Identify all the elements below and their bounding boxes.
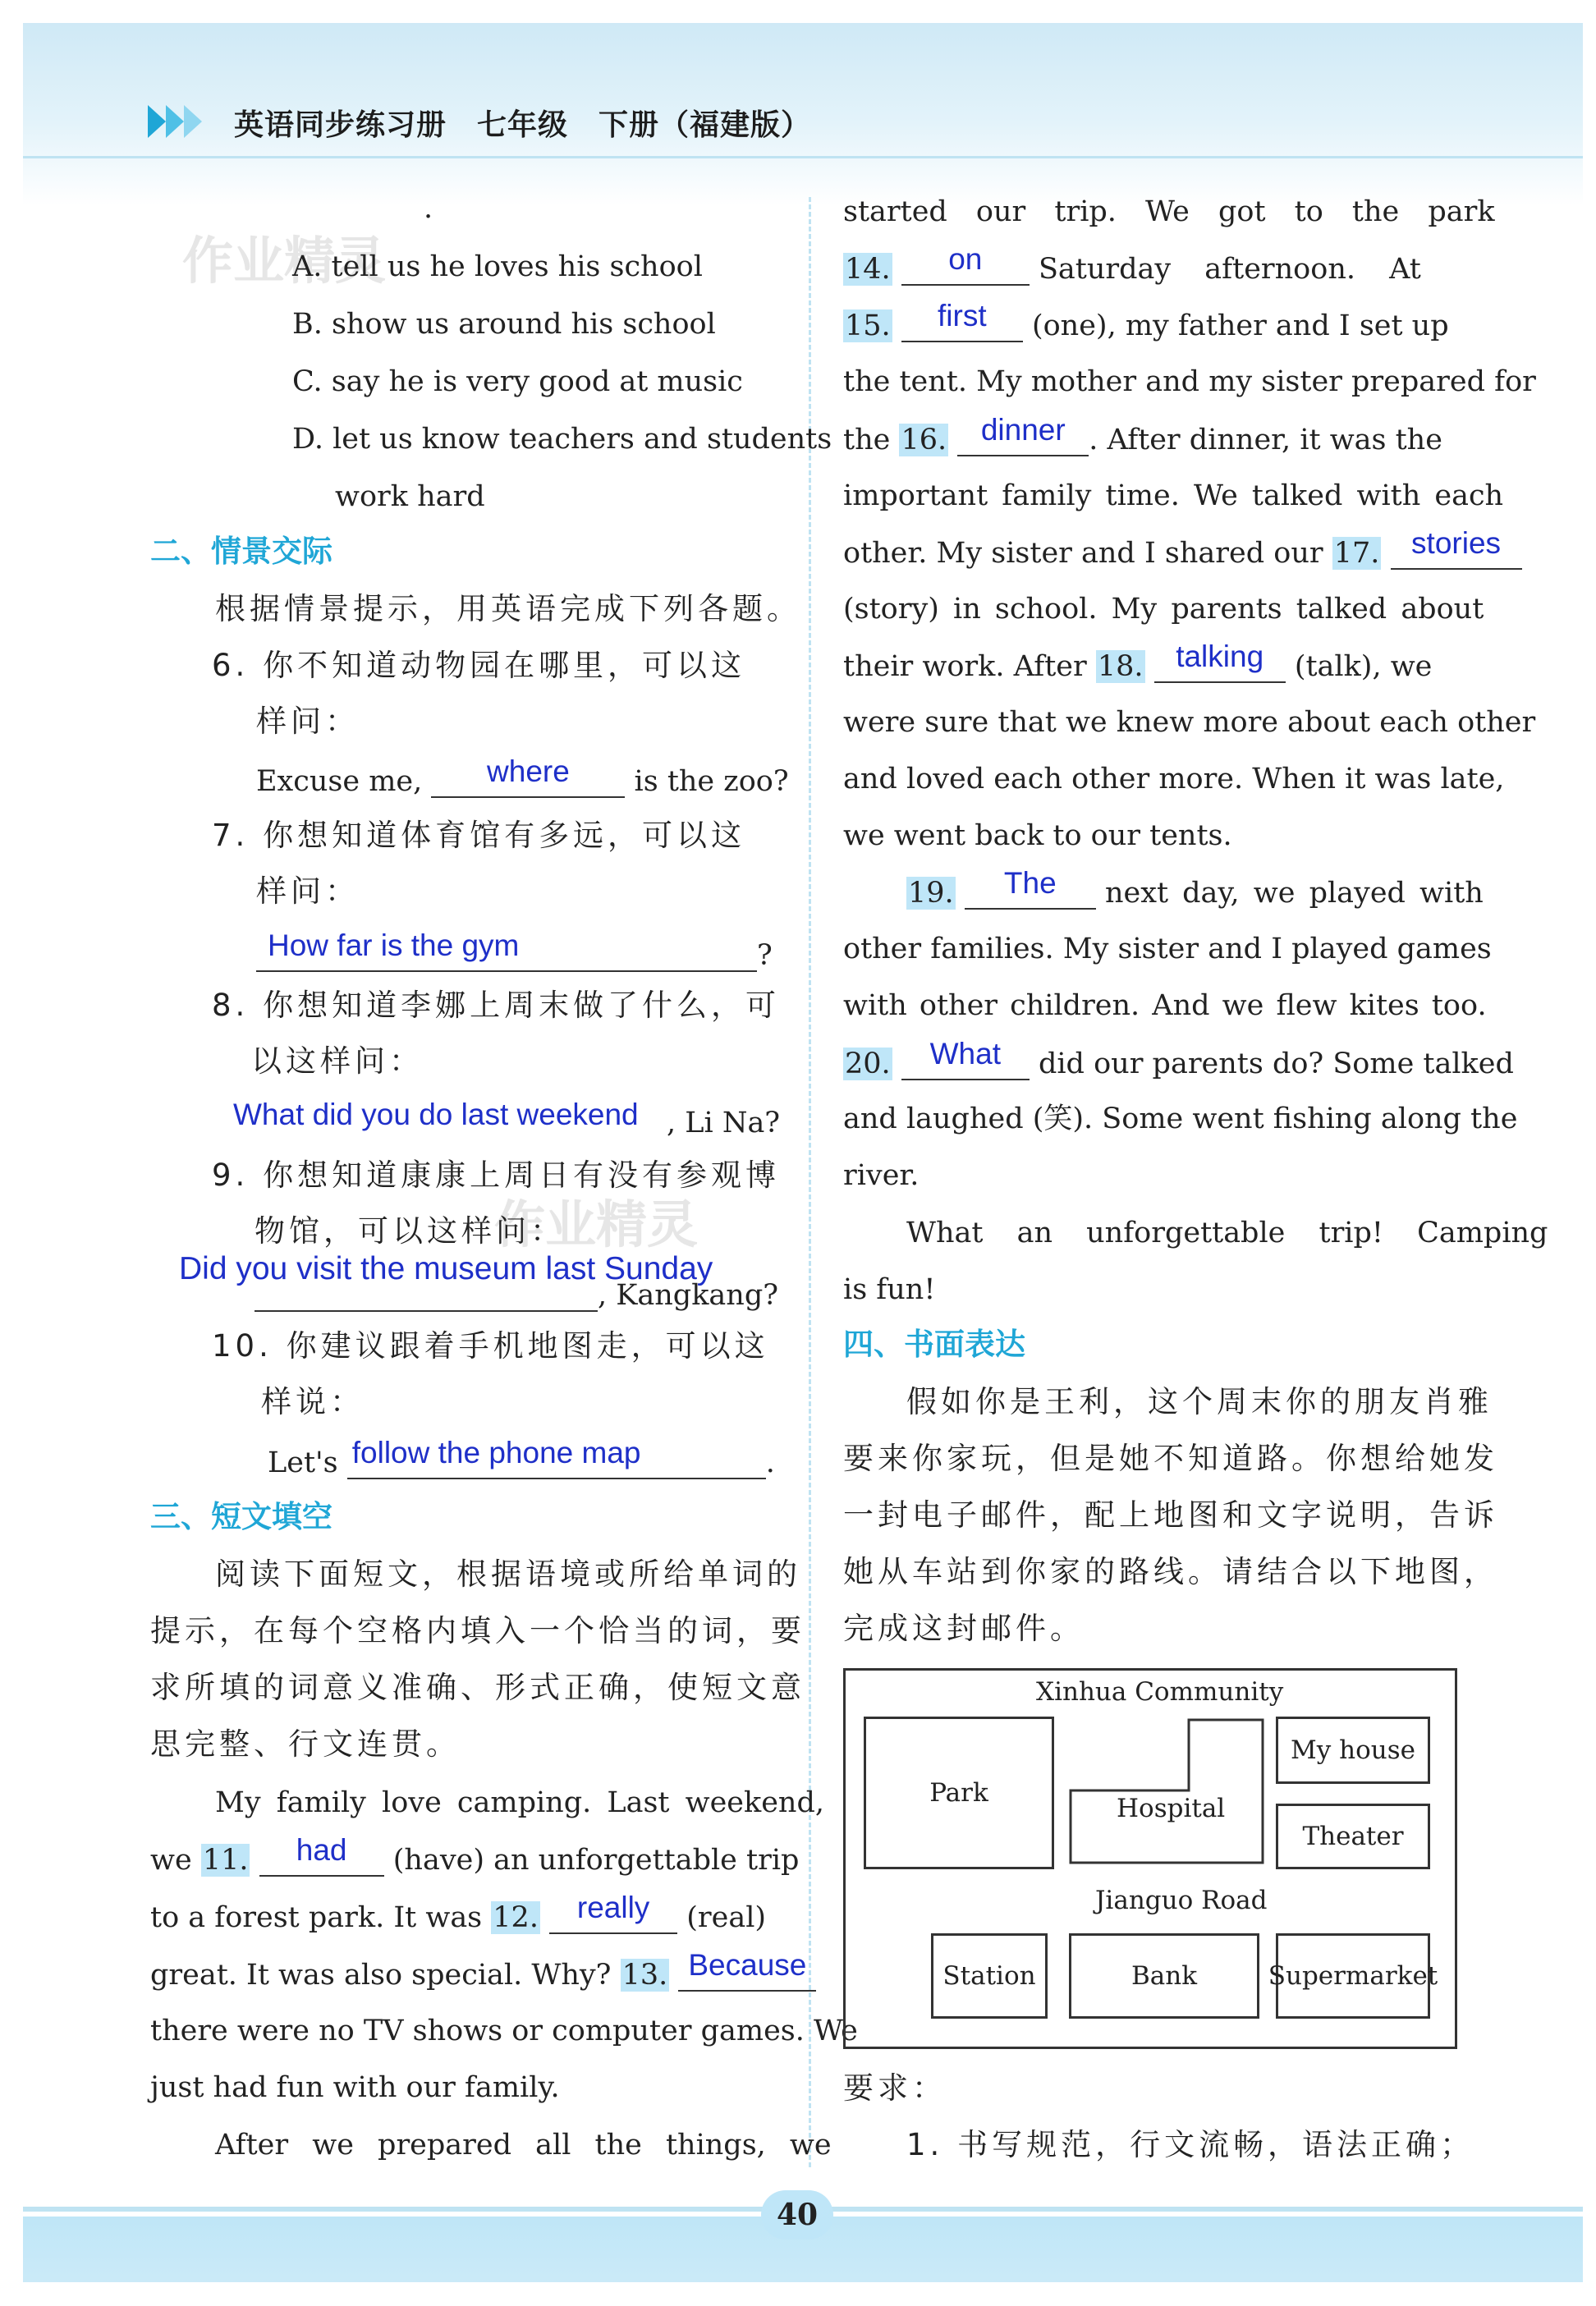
q10-prompt-cont: 样说：	[261, 1384, 365, 1419]
q8-answer: What did you do last weekend	[233, 1098, 639, 1131]
passage-line: What an unforgettable trip! Camping	[906, 1217, 1548, 1249]
q10-answer: follow the phone map	[351, 1436, 641, 1469]
q7-post: ?	[757, 939, 773, 972]
passage-line: were sure that we knew more about each other	[843, 706, 1536, 739]
blank-number-16: 16.	[901, 424, 947, 456]
passage-line	[906, 866, 1484, 910]
map-supermarket	[1268, 1933, 1438, 2019]
section-2-title: 二、情景交际	[150, 534, 332, 569]
section-4-text-1: 假如你是王利，这个周末你的朋友肖雅	[906, 1384, 1493, 1419]
map-theater-label: Theater	[1302, 1822, 1404, 1851]
passage-line	[843, 413, 1442, 456]
passage-text: did our parents do? Some talked	[1038, 1048, 1514, 1080]
passage-text: their work. After	[843, 650, 1087, 683]
q6-blank[interactable]	[431, 754, 625, 798]
blank-number-17: 17.	[1333, 537, 1380, 570]
q5-option-d-cont: work hard	[335, 480, 485, 513]
blank-number-14: 14.	[845, 253, 891, 286]
answer-15: first	[938, 299, 987, 332]
blank-14[interactable]	[901, 242, 1030, 286]
section-4-text-2: 要来你家玩，但是她不知道路。你想给她发	[843, 1441, 1498, 1476]
q10-blank[interactable]	[347, 1436, 766, 1479]
blank-13[interactable]	[678, 1948, 816, 1992]
passage-line	[150, 1891, 767, 1934]
blank-20[interactable]	[901, 1037, 1030, 1080]
blank-16[interactable]	[957, 413, 1089, 456]
passage-line: started our trip. We got to the park	[843, 195, 1495, 228]
blank-number-18: 18.	[1097, 650, 1144, 683]
section-4-text-5: 完成这封邮件。	[843, 1611, 1085, 1646]
q7-prompt-cont: 样问：	[256, 873, 360, 909]
passage-line: (story) in school. My parents talked about	[843, 593, 1484, 626]
map-theater	[1276, 1804, 1430, 1869]
map-my-house	[1276, 1717, 1430, 1784]
map-park	[864, 1717, 1054, 1869]
passage-line: there were no TV shows or computer games. We	[150, 2015, 858, 2047]
section-3-instr-3: 求所填的词意义准确、形式正确，使短文意	[150, 1670, 805, 1705]
answer-17: stories	[1411, 526, 1502, 560]
q8-line	[233, 1098, 781, 1139]
map-hospital-label: Hospital	[1117, 1794, 1226, 1823]
passage-line: is fun!	[843, 1273, 936, 1306]
blank-12[interactable]	[549, 1891, 677, 1934]
map-bank	[1069, 1933, 1259, 2019]
q6-answer: where	[487, 754, 570, 788]
section-3-instr-1: 阅读下面短文，根据语境或所给单词的	[215, 1556, 801, 1592]
passage-line: My family love camping. Last weekend,	[215, 1786, 824, 1819]
passage-line	[843, 242, 1421, 286]
passage-text: (real)	[686, 1901, 767, 1934]
page-number: 40	[761, 2190, 833, 2240]
passage-text: we	[150, 1844, 192, 1877]
blank-15[interactable]	[901, 299, 1023, 342]
map-label-community: Xinhua Community	[1036, 1677, 1284, 1707]
q6-prompt: 6. 你不知道动物园在哪里，可以这	[212, 648, 746, 683]
play-arrows-icon	[148, 102, 213, 141]
passage-text: next day, we played with	[1104, 877, 1484, 910]
map-label-road: Jianguo Road	[1095, 1886, 1268, 1915]
section-4-title: 四、书面表达	[843, 1327, 1025, 1362]
passage-text: great. It was also special. Why?	[150, 1959, 612, 1992]
q6-pre: Excuse me,	[256, 765, 423, 798]
blank-11[interactable]	[259, 1833, 384, 1877]
answer-16: dinner	[980, 413, 1066, 447]
watermark: 作业精灵	[182, 231, 387, 291]
answer-13: Because	[688, 1948, 807, 1982]
answer-11: had	[296, 1833, 347, 1867]
passage-line: with other children. And we flew kites too.	[843, 989, 1487, 1022]
passage-text: the	[843, 424, 891, 456]
answer-19: The	[1003, 866, 1057, 900]
q6-post: is the zoo?	[634, 765, 789, 798]
q9-post: , Kangkang?	[598, 1279, 778, 1312]
map-station-label: Station	[942, 1961, 1036, 1991]
passage-text: . After dinner, it was the	[1089, 424, 1442, 456]
passage-line	[843, 526, 1522, 570]
passage-line: the tent. My mother and my sister prepared for	[843, 365, 1536, 398]
passage-line: and laughed (笑). Some went fishing along the	[843, 1103, 1518, 1135]
q7-answer: How far is the gym	[268, 928, 520, 962]
passage-line	[843, 299, 1449, 342]
answer-12: really	[576, 1891, 650, 1924]
passage-text: Saturday afternoon. At	[1038, 253, 1421, 286]
route-map	[843, 1668, 1457, 2049]
q6-line	[256, 754, 789, 798]
blank-number-11: 11.	[202, 1844, 249, 1877]
q5-option-b: B. show us around his school	[292, 308, 716, 341]
q6-prompt-cont: 样问：	[256, 704, 360, 739]
map-supermarket-label: Supermarket	[1268, 1961, 1438, 1991]
passage-text: (have) an unforgettable trip	[392, 1844, 800, 1877]
passage-text: other. My sister and I shared our	[843, 537, 1323, 570]
map-station	[931, 1933, 1048, 2019]
passage-line: important family time. We talked with each	[843, 479, 1504, 512]
q8-prompt: 8. 你想知道李娜上周末做了什么，可	[212, 988, 781, 1023]
passage-line: After we prepared all the things, we	[215, 2129, 832, 2162]
passage-line: other families. My sister and I played games	[843, 933, 1492, 965]
requirement-1: 1. 书写规范，行文流畅，语法正确；	[906, 2127, 1475, 2162]
q8-post: , Li Na?	[667, 1107, 781, 1139]
passage-line: we went back to our tents.	[843, 819, 1232, 852]
q7-prompt: 7. 你想知道体育馆有多远，可以这	[212, 818, 746, 853]
section-2-instruction: 根据情景提示，用英语完成下列各题。	[215, 591, 801, 626]
q7-blank[interactable]	[256, 928, 757, 972]
map-bank-label: Bank	[1130, 1961, 1197, 1991]
map-park-label: Park	[929, 1778, 988, 1808]
blank-number-19: 19.	[908, 877, 954, 910]
header-rule	[23, 156, 1583, 158]
q10-prompt: 10. 你建议跟着手机地图走，可以这	[212, 1328, 769, 1364]
passage-text: (one), my father and I set up	[1031, 309, 1449, 342]
passage-line: and loved each other more. When it was late,	[843, 763, 1505, 795]
q9-line	[255, 1277, 778, 1312]
q9-prompt: 9. 你想知道康康上周日有没有参观博	[212, 1158, 781, 1193]
passage-line: river.	[843, 1159, 920, 1192]
section-3-instr-2: 提示，在每个空格内填入一个恰当的词，要	[150, 1613, 805, 1648]
q8-prompt-cont: 以这样问：	[251, 1043, 424, 1079]
passage-text: to a forest park. It was	[150, 1901, 483, 1934]
answer-18: talking	[1176, 640, 1264, 673]
section-3-title: 三、短文填空	[150, 1499, 332, 1534]
q5-option-a: A. tell us he loves his school	[292, 250, 703, 283]
passage-line	[843, 640, 1433, 683]
blank-number-12: 12.	[493, 1901, 539, 1934]
answer-20: What	[929, 1037, 1001, 1070]
blank-number-13: 13.	[621, 1959, 668, 1992]
passage-line	[150, 1948, 816, 1992]
q9-blank[interactable]	[255, 1277, 598, 1312]
q8-blank[interactable]	[233, 1098, 667, 1139]
section-4-text-3: 一封电子邮件，配上地图和文字说明，告诉	[843, 1497, 1498, 1533]
passage-text: (talk), we	[1294, 650, 1433, 683]
blank-number-15: 15.	[845, 309, 891, 342]
passage-line: just had fun with our family.	[150, 2071, 560, 2104]
requirements-title: 要求：	[843, 2070, 947, 2106]
blank-18[interactable]	[1154, 640, 1286, 683]
q5-option-d: D. let us know teachers and students	[292, 423, 832, 456]
watermark: 作业精灵	[494, 1194, 699, 1254]
passage-line	[843, 1037, 1514, 1080]
section-4-text-4: 她从车站到你家的路线。请结合以下地图，	[843, 1554, 1498, 1589]
blank-17[interactable]	[1391, 526, 1522, 570]
q5-option-c: C. say he is very good at music	[292, 365, 743, 398]
map-hospital	[1069, 1718, 1264, 1864]
header-title: 英语同步练习册 七年级 下册（福建版）	[234, 108, 812, 142]
column-divider	[809, 197, 811, 2167]
answer-14: on	[948, 242, 983, 276]
q9-prompt-cont: 物馆，可以这样问：	[255, 1213, 565, 1249]
blank-number-20: 20.	[845, 1048, 891, 1080]
map-my-house-label: My house	[1291, 1735, 1415, 1765]
q9-answer: Did you visit the museum last Sunday	[179, 1251, 713, 1286]
q5-lead: .	[424, 192, 433, 225]
section-3-instr-4: 思完整、行文连贯。	[150, 1726, 461, 1762]
q10-line	[268, 1436, 775, 1479]
blank-19[interactable]	[965, 866, 1096, 910]
passage-line	[150, 1833, 800, 1877]
q7-line	[256, 928, 773, 972]
q10-pre: Let's	[268, 1446, 338, 1479]
q10-post: .	[765, 1446, 775, 1479]
